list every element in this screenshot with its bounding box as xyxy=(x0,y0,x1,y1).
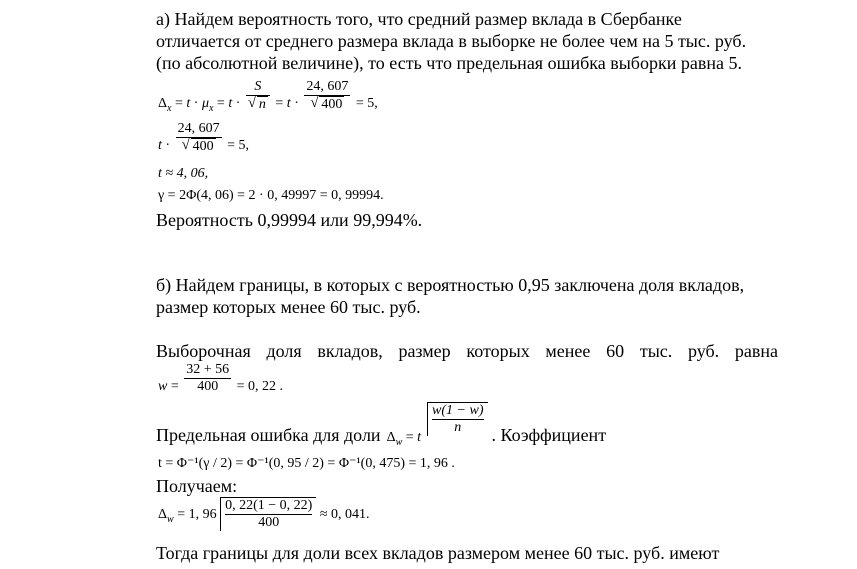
final-line: Тогда границы для доли всех вкладов размером менее 60 тыс. руб. имеют xyxy=(156,543,720,563)
equation-t-approx: t ≈ 4, 06, xyxy=(158,166,209,181)
eq1-den-n: n xyxy=(258,97,266,112)
equation-delta-w: $\Delta_w = 1$, 96 $\frac{0, 22(1 - 0, 22)}{400}$ ≈ 0, 041. xyxy=(158,498,370,530)
dw-result: ≈ 0, 041. xyxy=(319,507,370,522)
eq1-den-value: 400 xyxy=(321,97,343,112)
error-den: n xyxy=(454,420,462,435)
equation-t-fraction: t · 24, 607 √ 400 = 5, xyxy=(158,121,249,155)
w-den: 400 xyxy=(197,379,219,394)
part-b-sample-line: Выборочная доля вкладов, размер которых менее 60 тыс. руб. равна xyxy=(156,341,778,361)
w-result: = 0, 22 . xyxy=(236,378,284,394)
error-num: w(1 − w) xyxy=(432,403,484,418)
obtain-text: Получаем: xyxy=(156,476,238,496)
eq2-result: = 5, xyxy=(227,138,249,154)
dw-num: 0, 22(1 − 0, 22) xyxy=(225,498,313,513)
eq2-den: 400 xyxy=(192,139,214,154)
part-b-line-2: размер которых менее 60 тыс. руб. xyxy=(156,297,421,317)
part-a-line-1: а) Найдем вероятность того, что средний размер вклада в Сбербанке xyxy=(156,9,682,29)
equation-w: w = $\frac{32 + 56}{400}$ = 0, 22 . xyxy=(158,362,284,394)
eq1-result: = 5, xyxy=(355,96,378,112)
eq2-num: 24, 607 xyxy=(177,121,220,136)
equation-t-inverse: t = Φ⁻¹(γ / 2) = Φ⁻¹(0, 95 / 2) = Φ⁻¹(0, 475) = 1, 96 . xyxy=(158,456,455,471)
eq1-num-s: S xyxy=(246,79,270,96)
error-text: Предельная ошибка для доли xyxy=(156,425,381,445)
part-b-line-1: б) Найдем границы, в которых с вероятностью 0,95 заключена доля вкладов, xyxy=(156,275,745,295)
coef-text: . Коэффициент xyxy=(491,425,607,445)
eq1-num-value: 24, 607 xyxy=(306,79,349,94)
part-a-conclusion: Вероятность 0,99994 или 99,994%. xyxy=(156,210,423,230)
part-a-line-3: (по абсолютной величине), то есть что предельная ошибка выборки равна 5. xyxy=(156,53,742,73)
equation-gamma: γ = 2Φ(4, 06) = 2 · 0, 49997 = 0, 99994. xyxy=(158,188,384,203)
equation-delta-x: $\Delta_x = t \cdot \mu_x = t$ · S √ n = t · 24, 607 √ 400 = 5, xyxy=(158,79,378,113)
w-num: 32 + 56 xyxy=(186,362,230,377)
part-a-line-2: отличается от среднего размера вклада в выборке не более чем на 5 тыс. руб. xyxy=(156,31,747,51)
error-line: Предельная ошибка для доли $\Delta_w = t$ $\frac{w(1 - w)}{n}$ . Коэффициент xyxy=(156,403,607,448)
dw-den: 400 xyxy=(258,515,280,530)
